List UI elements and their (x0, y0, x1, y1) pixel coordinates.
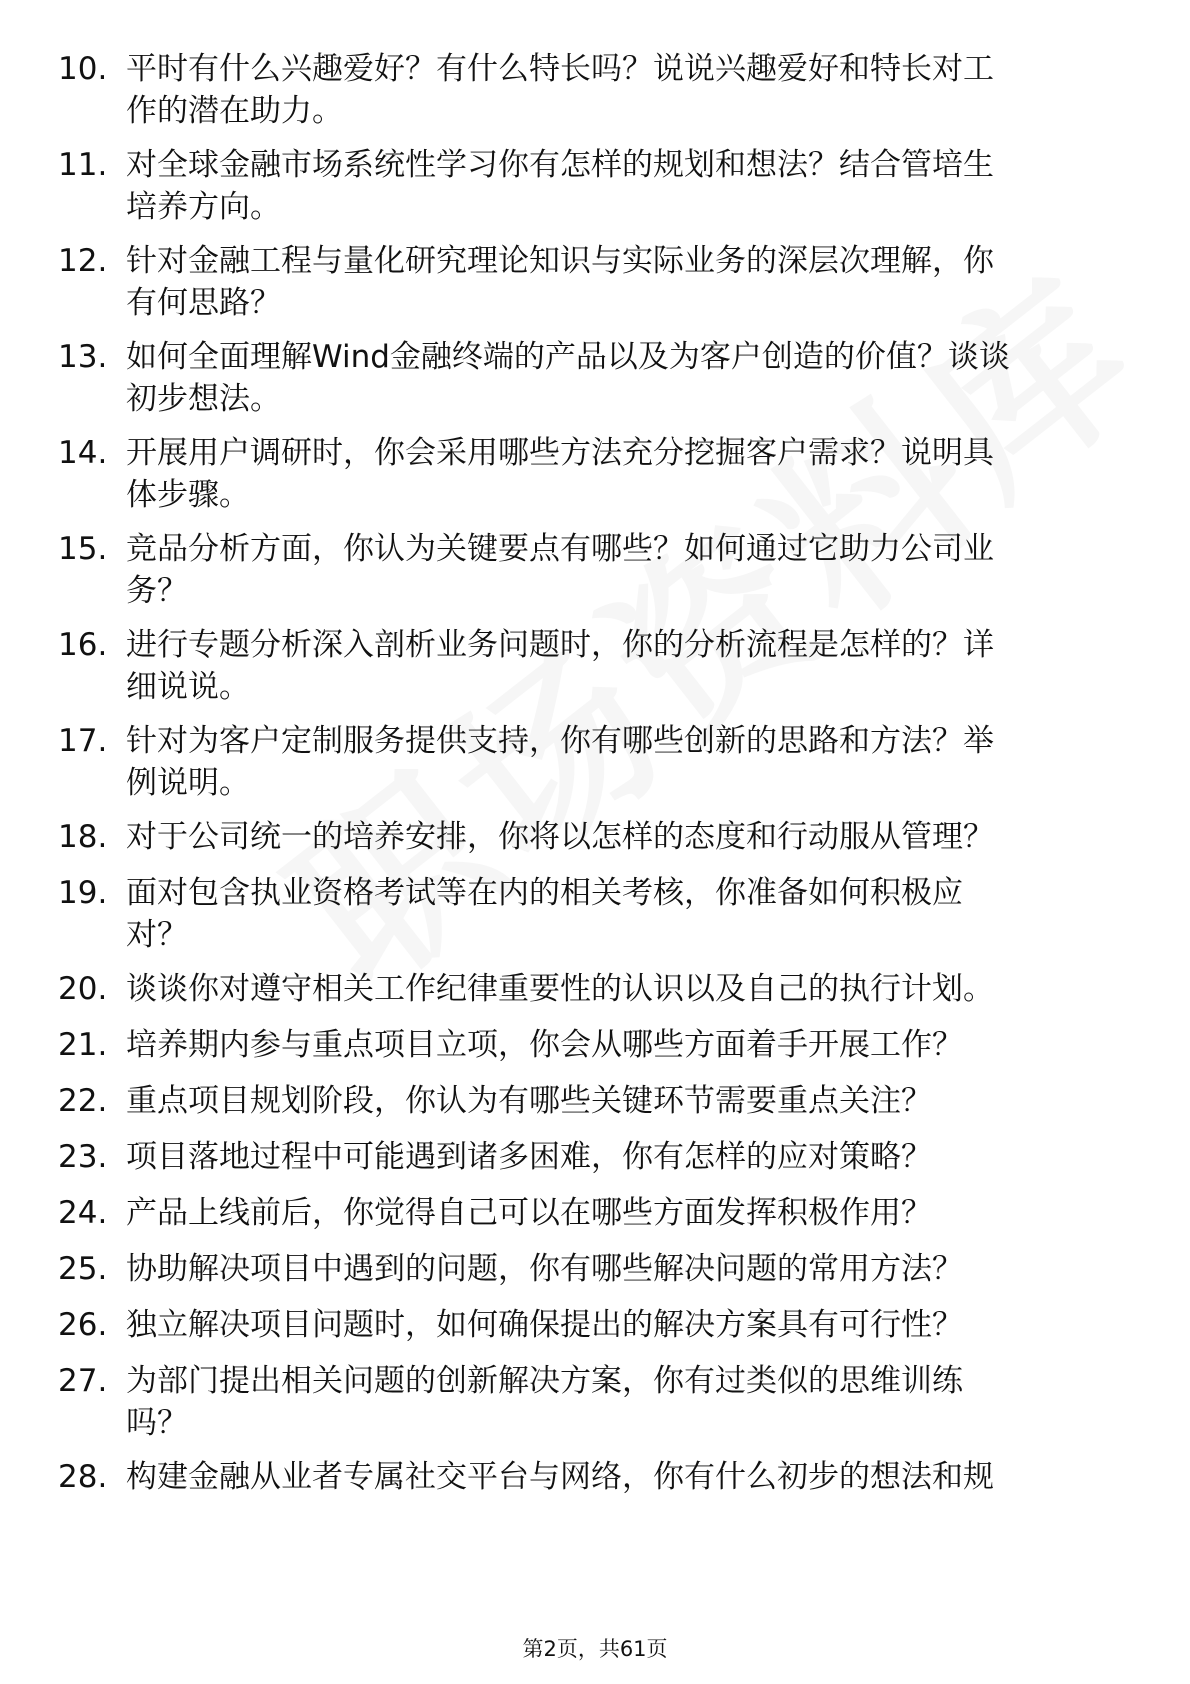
page-footer (0, 1634, 1190, 1664)
question-text: 针对金融工程与量化研究理论知识与实际业务的深层次理解，你 有何思路？ (126, 243, 994, 321)
question-number: 27. (58, 1363, 108, 1399)
question-text: 竞品分析方面，你认为关键要点有哪些？如何通过它助力公司业 务？ (126, 531, 994, 609)
question-text: 协助解决项目中遇到的问题，你有哪些解决问题的常用方法？ (126, 1251, 963, 1287)
question-number: 10. (58, 51, 108, 87)
question-number: 23. (58, 1139, 108, 1175)
question-text: 独立解决项目问题时，如何确保提出的解决方案具有可行性？ (126, 1307, 963, 1343)
question-number: 19. (58, 875, 108, 911)
question-text: 如何全面理解Wind金融终端的产品以及为客户创造的价值？谈谈 初步想法。 (126, 339, 1010, 417)
question-number: 15. (58, 531, 108, 567)
question-number: 26. (58, 1307, 108, 1343)
question-text: 培养期内参与重点项目立项，你会从哪些方面着手开展工作？ (126, 1027, 963, 1063)
question-text: 面对包含执业资格考试等在内的相关考核，你准备如何积极应 对？ (126, 875, 963, 953)
question-text: 对于公司统一的培养安排，你将以怎样的态度和行动服从管理？ (126, 819, 994, 855)
question-number: 13. (58, 339, 108, 375)
question-text: 项目落地过程中可能遇到诸多困难，你有怎样的应对策略？ (126, 1139, 932, 1175)
question-number: 25. (58, 1251, 108, 1287)
question-number: 18. (58, 819, 108, 855)
question-text: 针对为客户定制服务提供支持，你有哪些创新的思路和方法？举 例说明。 (126, 723, 994, 801)
question-text: 重点项目规划阶段，你认为有哪些关键环节需要重点关注？ (126, 1083, 932, 1119)
question-text: 开展用户调研时，你会采用哪些方法充分挖掘客户需求？说明具 体步骤。 (126, 435, 994, 513)
question-number: 11. (58, 147, 108, 183)
question-text: 构建金融从业者专属社交平台与网络，你有什么初步的想法和规 (126, 1459, 994, 1495)
question-number: 28. (58, 1459, 108, 1495)
question-text: 产品上线前后，你觉得自己可以在哪些方面发挥积极作用？ (126, 1195, 932, 1231)
question-text: 谈谈你对遵守相关工作纪律重要性的认识以及自己的执行计划。 (126, 971, 994, 1007)
question-number: 24. (58, 1195, 108, 1231)
question-text: 对全球金融市场系统性学习你有怎样的规划和想法？结合管培生 培养方向。 (126, 147, 994, 225)
question-text: 为部门提出相关问题的创新解决方案，你有过类似的思维训练 吗？ (126, 1363, 963, 1441)
question-number: 17. (58, 723, 108, 759)
question-number: 12. (58, 243, 108, 279)
question-text: 平时有什么兴趣爱好？有什么特长吗？说说兴趣爱好和特长对工 作的潜在助力。 (126, 51, 994, 129)
question-number: 16. (58, 627, 108, 663)
question-number: 20. (58, 971, 108, 1007)
question-text: 进行专题分析深入剖析业务问题时，你的分析流程是怎样的？详 细说说。 (126, 627, 994, 705)
question-number: 14. (58, 435, 108, 471)
question-number: 22. (58, 1083, 108, 1119)
question-number: 21. (58, 1027, 108, 1063)
page-number-label: 第2页，共61页 (522, 1637, 668, 1661)
